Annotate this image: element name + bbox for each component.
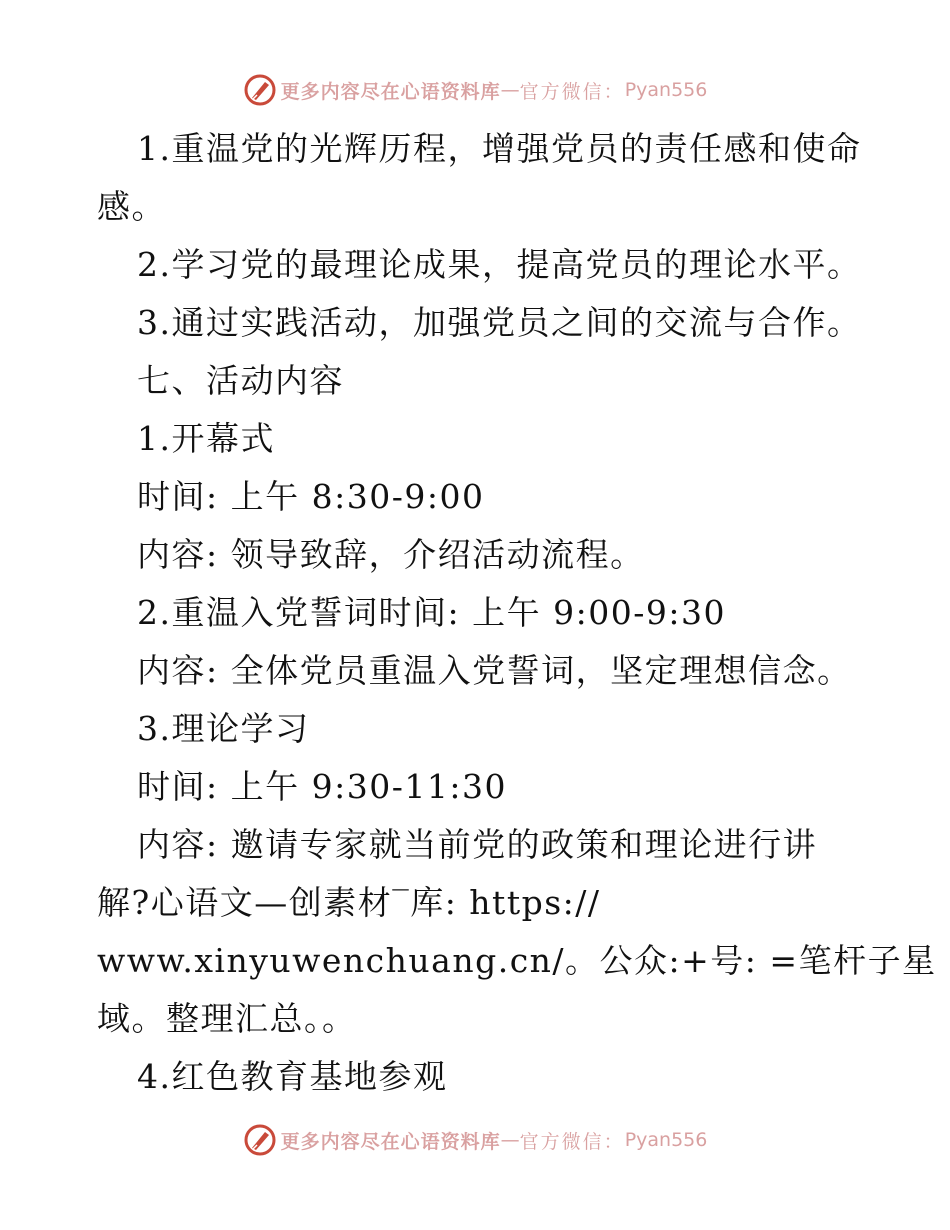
text-line: 1.开幕式 [137, 419, 275, 458]
text-line: 时间: 上午 8:30-9:00 [137, 477, 485, 516]
text-line: 2.重温入党誓词时间: 上午 9:00-9:30 [137, 593, 726, 632]
text-line: 内容: 全体党员重温入党誓词，坚定理想信念。 [137, 651, 852, 690]
watermark-separator: — [500, 79, 520, 101]
text-line: 4.红色教育基地参观 [137, 1057, 448, 1096]
text-line: 1.重温党的光辉历程，增强党员的责任感和使命 [137, 129, 862, 168]
text-line: 3.理论学习 [137, 709, 310, 748]
watermark-wechat-label: 官方微信： [519, 80, 625, 103]
watermark-header [0, 70, 950, 110]
watermark-wechat-id: Pyan556 [624, 79, 708, 101]
watermark-wechat-label: 官方微信： [519, 1130, 625, 1153]
watermark-brand: 更多内容尽在心语资料库 [280, 80, 501, 103]
text-line: 域。整理汇总。。 [97, 999, 357, 1038]
text-line: 3.通过实践活动，加强党员之间的交流与合作。 [137, 303, 862, 342]
quill-logo-icon [243, 1123, 277, 1157]
watermark-brand: 更多内容尽在心语资料库 [280, 1130, 501, 1153]
section-heading: 七、活动内容 [137, 361, 344, 400]
text-line: 解?心语文—创素材‾库: https:// [97, 883, 601, 922]
watermark-footer [0, 1120, 950, 1160]
text-line: 感。 [97, 187, 166, 226]
watermark-separator: — [500, 1129, 520, 1151]
text-line: www.xinyuwenchuang.cn/。公众:+号: =笔杆子星 [97, 941, 937, 980]
text-line: 2.学习党的最理论成果，提高党员的理论水平。 [137, 245, 862, 284]
text-line: 时间: 上午 9:30-11:30 [137, 767, 507, 806]
text-line: 内容: 邀请专家就当前党的政策和理论进行讲 [137, 825, 818, 864]
text-line: 内容: 领导致辞，介绍活动流程。 [137, 535, 645, 574]
watermark-wechat-id: Pyan556 [624, 1129, 708, 1151]
quill-logo-icon [243, 73, 277, 107]
document-body [97, 120, 937, 1106]
